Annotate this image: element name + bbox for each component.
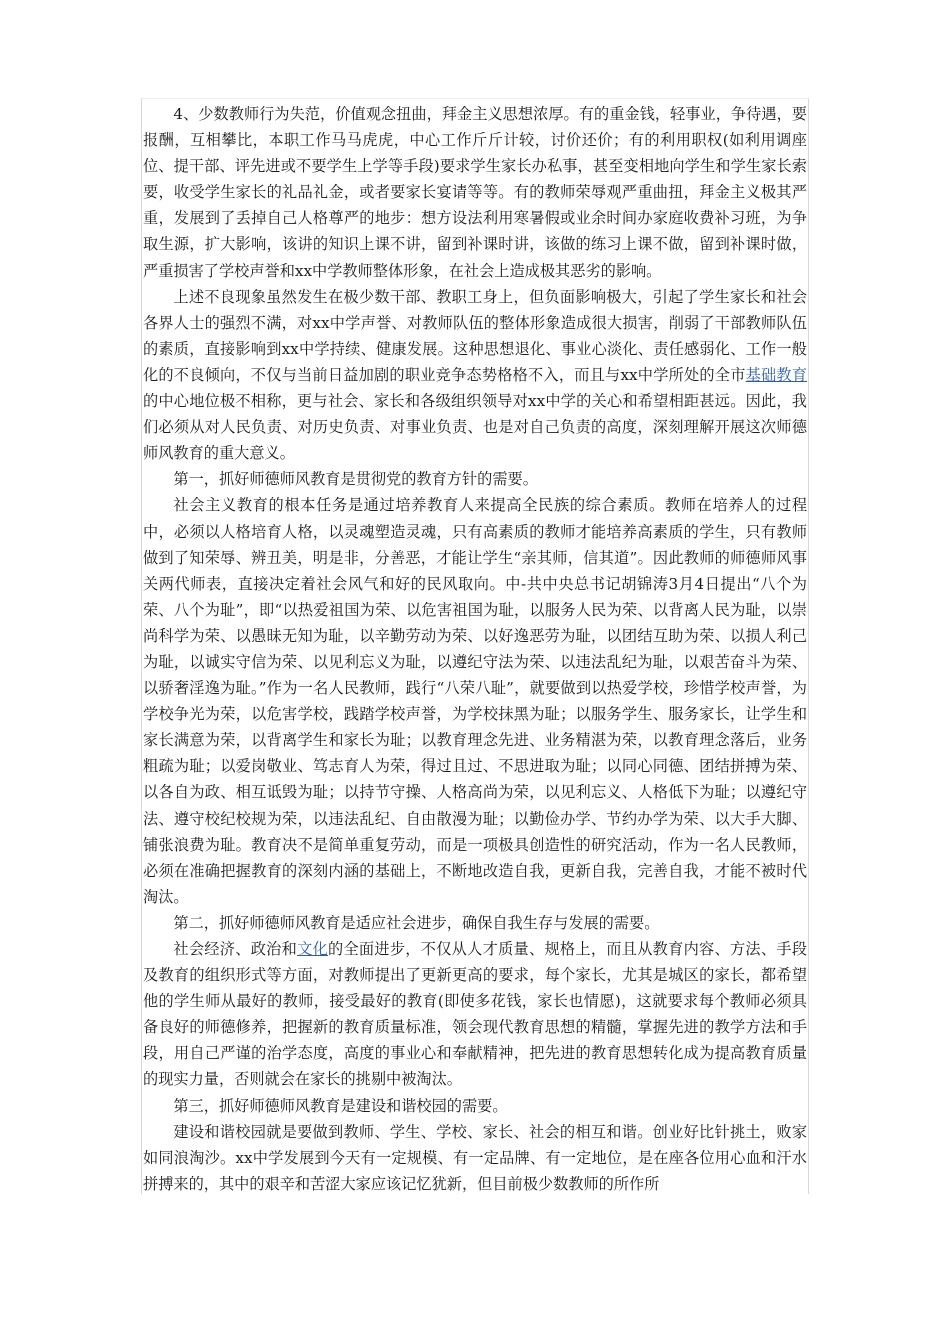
paragraph-text: 的全面进步，不仅从人才质量、规格上，而且从教育内容、方法、手段及教育的组织形式等方面，对教师提出了更新更高的要求，每个家长，尤其是城区的家长，都希望他的学生师从最好的教师，接受最好的教育(即使多花钱，家长也情愿)，这就要求每个教师必须具备良好的师德修养，把握新的教育质量标准，领会现代教育思想的精髓，掌握先进的教学方法和手段，用自己严谨的治学态度，高度的事业心和奉献精神，把先进的教育思想转化成为提高教育质量的现实力量，否则就会在家长的挑剔中被淘汰。: [143, 940, 808, 1089]
paragraph-text: 上述不良现象虽然发生在极少数干部、教职工身上，但负面影响极大，引起了学生家长和社会各界人士的强烈不满，对xx中学声誉、对教师队伍的整体形象造成很大损害，削弱了干部教师队伍的素质，直接影响到xx中学持续、健康发展。这种思想退化、事业心淡化、责任感弱化、工作一般化的不良倾向，不仅与当前日益加剧的职业竞争态势格格不入，而且与xx中学所处的全市: [143, 287, 807, 384]
paragraph-negative-impact: [143, 284, 807, 467]
document-body: [143, 101, 807, 1197]
heading-third-point: 第三，抓好师德师风教育是建设和谐校园的需要。: [173, 1096, 508, 1115]
paragraph-harmonious-campus: 建设和谐校园就是要做到教师、学生、学校、家长、社会的相互和谐。创业好比针挑土，败家如同浪淘沙。xx中学发展到今天有一定规模、有一定品牌、有一定地位，是在座各位用心血和汗水拼搏来的，其中的艰辛和苦涩大家应该记忆犹新，但目前极少数教师的所作所: [143, 1122, 807, 1193]
link-basic-education[interactable]: 基础教育: [745, 365, 808, 384]
heading-first-point: 第一，抓好师德师风教育是贯彻党的教育方针的需要。: [173, 470, 538, 489]
heading-second-point: 第二，抓好师德师风教育是适应社会进步，确保自我生存与发展的需要。: [173, 913, 660, 932]
paragraph-teacher-misconduct: 4、少数教师行为失范，价值观念扭曲，拜金主义思想浓厚。有的重金钱，轻事业，争待遇，要报酬，互相攀比，本职工作马马虎虎，中心工作斤斤计较，讨价还价；有的利用职权(如利用调座位、提干部、评先进或不要学生上学等手段)要求学生家长办私事，甚至变相地向学生和学生家长索要，收受学生家长的礼品礼金，或者要家长宴请等等。有的教师荣辱观严重曲扭，拜金主义极其严重，发展到了丢掉自己人格尊严的地步：想方设法利用寒暑假或业余时间办家庭收费补习班，为争取生源，扩大影响，该讲的知识上课不讲，留到补课时讲，该做的练习上课不做，留到补课时做，严重损害了学校声誉和xx中学教师整体形象，在社会上造成极其恶劣的影响。: [143, 105, 807, 280]
paragraph-text: 社会经济、政治和: [173, 940, 298, 958]
paragraph-social-progress: [143, 936, 807, 1093]
paragraph-education-task: 社会主义教育的根本任务是通过培养教育人来提高全民族的综合素质。教师在培养人的过程中，必须以人格培育人格，以灵魂塑造灵魂，只有高素质的教师才能培养高素质的学生，只有教师做到了知荣辱、辨丑美，明是非，分善恶，才能让学生“亲其师，信其道”。因此教师的师德师风事关两代师表，直接决定着社会风气和好的民风取向。中-共中央总书记胡锦涛3月4日提出“八个为荣、八个为耻”，即“以热爱祖国为荣、以危害祖国为耻，以服务人民为荣、以背离人民为耻，以崇尚科学为荣、以愚昧无知为耻，以辛勤劳动为荣、以好逸恶劳为耻，以团结互助为荣、以损人利己为耻，以诚实守信为荣、以见利忘义为耻，以遵纪守法为荣、以违法乱纪为耻，以艰苦奋斗为荣、以骄奢淫逸为耻。”作为一名人民教师，践行“八荣八耻”，就要做到以热爱学校，珍惜学校声誉，为学校争光为荣，以危害学校，践踏学校声誉，为学校抹黑为耻；以服务学生、服务家长，让学生和家长满意为荣，以背离学生和家长为耻；以教育理念先进、业务精湛为荣，以教育理念落后，业务粗疏为耻；以爱岗敬业、笃志育人为荣，得过且过、不思进取为耻；以同心同德、团结拼搏为荣、以各自为政、相互诋毁为耻；以持节守操、人格高尚为荣，以见利忘义、人格低下为耻；以遵纪守法、遵守校纪校规为荣，以违法乱纪、自由散漫为耻；以勤俭办学、节约办学为荣、以大手大脚、铺张浪费为耻。教育决不是简单重复劳动，而是一项极具创造性的研究活动，作为一名人民教师，必须在准确把握教育的深刻内涵的基础上，不断地改造自我，更新自我，完善自我，才能不被时代淘汰。: [143, 496, 807, 906]
link-culture[interactable]: 文化: [297, 940, 328, 958]
paragraph-text: 的中心地位极不相称，更与社会、家长和各级组织领导对xx中学的关心和希望相距甚远。因此，我们必须从对人民负责、对历史负责、对事业负责、也是对自己负责的高度，深刻理解开展这次师德师风教育的重大意义。: [143, 392, 807, 463]
